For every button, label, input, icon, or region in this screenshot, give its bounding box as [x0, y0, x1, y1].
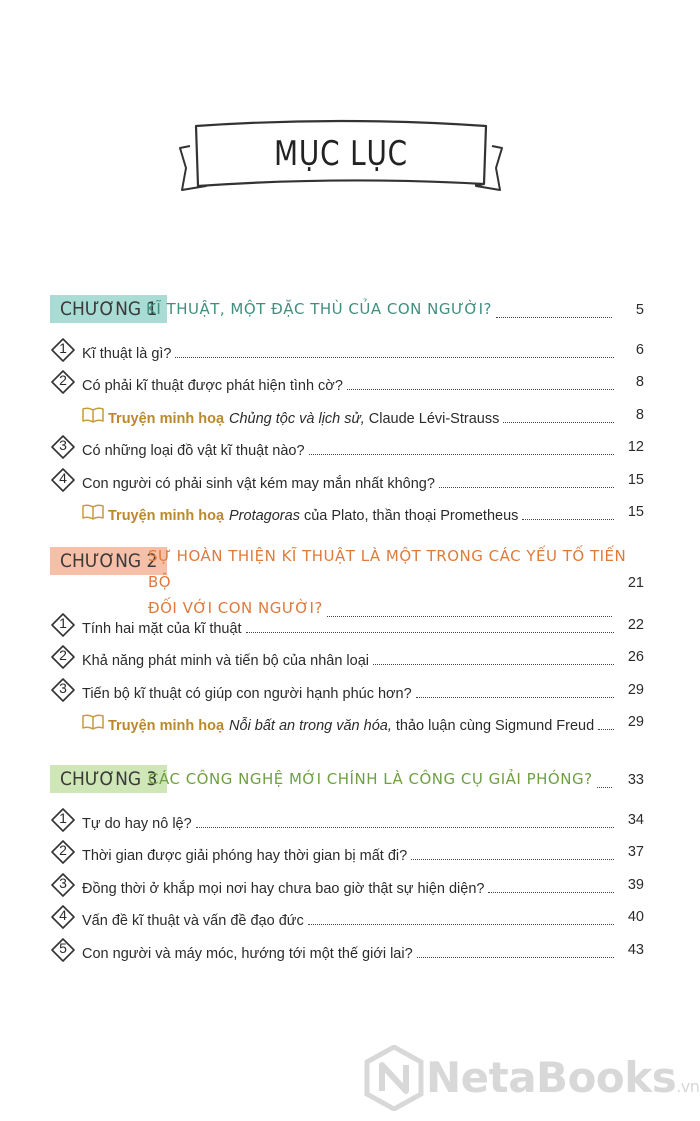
- story-work-title: Protagoras: [229, 508, 300, 524]
- toc-entry[interactable]: [50, 842, 644, 864]
- diamond-number-icon: [50, 644, 76, 670]
- leader-dots: [196, 827, 614, 828]
- story-entry[interactable]: [50, 405, 644, 427]
- entry-page-number: 39: [627, 876, 644, 893]
- entry-number: 4: [59, 907, 67, 924]
- toc-entry[interactable]: [50, 340, 644, 362]
- chapter-title-line: [148, 766, 644, 792]
- diamond-number-icon: [50, 872, 76, 898]
- toc-entry[interactable]: [50, 810, 644, 832]
- toc-entry[interactable]: [50, 647, 644, 669]
- chapter-title-text: KĨ THUẬT, MỘT ĐẶC THÙ CỦA CON NGƯỜI?: [146, 300, 492, 318]
- chapter-title-text: ĐỐI VỚI CON NGƯỜI?: [148, 599, 323, 617]
- entry-text: Tính hai mặt của kĩ thuật: [82, 621, 242, 637]
- entry-page-number: 40: [627, 909, 644, 926]
- toc-entry[interactable]: [50, 907, 644, 929]
- entry-number: 4: [59, 469, 67, 486]
- leader-dots: [598, 729, 614, 730]
- chapter-label: CHƯƠNG 1: [50, 295, 167, 323]
- entry-text: Đồng thời ở khắp mọi nơi hay chưa bao giờ thật sự hiện diện?: [82, 880, 485, 897]
- chapter-title-line: SỰ HOÀN THIỆN KĨ THUẬT LÀ MỘT TRONG CÁC YẾU TỐ TIẾN BỘ: [148, 547, 627, 591]
- entry-text: [108, 718, 594, 734]
- diamond-number-icon: [50, 904, 76, 930]
- entry-page-number: 34: [627, 812, 644, 828]
- entry-number: 1: [59, 615, 67, 631]
- chapter-page-number: 21: [627, 575, 644, 591]
- entry-page-number: 8: [635, 406, 644, 423]
- leader-dots: [411, 859, 614, 860]
- leader-dots: [439, 487, 614, 488]
- story-source: Claude Lévi-Strauss: [364, 410, 500, 427]
- chapter-title-text: CÁC CÔNG NGHỆ MỚI CHÍNH LÀ CÔNG CỤ GIẢI PHÓNG?: [148, 770, 593, 788]
- netabooks-logo-icon: [364, 1045, 424, 1111]
- entry-page-number: 12: [627, 439, 644, 456]
- page-title: MỤC LỤC: [274, 134, 408, 174]
- chapter-title[interactable]: [146, 296, 644, 322]
- entry-page-number: 6: [635, 342, 644, 358]
- entry-page-number: 26: [627, 649, 644, 666]
- leader-dots: [522, 519, 614, 520]
- story-work-title: Chủng tộc và lịch sử,: [229, 410, 365, 427]
- entry-page-number: 29: [627, 714, 644, 731]
- open-book-icon: [82, 504, 104, 520]
- chapter-title[interactable]: [148, 766, 644, 792]
- entry-number: 2: [59, 647, 67, 664]
- leader-dots: [488, 892, 614, 893]
- leader-dots: [417, 957, 614, 958]
- diamond-number-icon: [50, 839, 76, 865]
- leader-dots: [597, 787, 612, 788]
- diamond-number-icon: [50, 937, 76, 963]
- story-work-title: Nỗi bất an trong văn hóa,: [229, 718, 392, 735]
- toc-entry[interactable]: [50, 940, 644, 962]
- chapter-title-line: [146, 296, 644, 322]
- entry-text: Có phải kĩ thuật được phát hiện tình cờ?: [82, 378, 343, 395]
- open-book-icon: [82, 407, 104, 423]
- entry-number: 2: [59, 842, 67, 859]
- toc-entry[interactable]: [50, 470, 644, 492]
- entry-page-number: 15: [627, 471, 644, 488]
- entry-page-number: 37: [627, 844, 644, 861]
- toc-entry[interactable]: [50, 875, 644, 897]
- leader-dots: [175, 357, 614, 358]
- leader-dots: [416, 697, 614, 698]
- diamond-number-icon: [50, 807, 76, 833]
- leader-dots: [496, 317, 612, 318]
- toc-entry[interactable]: [50, 437, 644, 459]
- watermark: [364, 1045, 700, 1111]
- story-label: Truyện minh hoạ: [108, 718, 225, 735]
- entry-page-number: 29: [627, 681, 644, 698]
- entry-text: Khả năng phát minh và tiến bộ của nhân loại: [82, 653, 369, 670]
- story-label: Truyện minh hoạ: [108, 508, 225, 524]
- entry-number: 3: [59, 679, 67, 696]
- entry-text: Vấn đề kĩ thuật và vấn đề đạo đức: [82, 913, 304, 930]
- diamond-number-icon: [50, 677, 76, 703]
- leader-dots: [308, 924, 614, 925]
- entry-text: [108, 411, 499, 427]
- chapter-page-number: 5: [635, 302, 644, 318]
- watermark-text: NetaBooks.vn: [426, 1053, 700, 1102]
- open-book-icon: [82, 714, 104, 730]
- leader-dots: [503, 422, 614, 423]
- entry-text: Tự do hay nô lệ?: [82, 816, 192, 832]
- toc-entry[interactable]: [50, 615, 644, 637]
- diamond-number-icon: [50, 337, 76, 363]
- entry-text: Thời gian được giải phóng hay thời gian bị mất đi?: [82, 848, 408, 865]
- entry-text: Con người có phải sinh vật kém may mắn nhất không?: [82, 475, 435, 492]
- entry-page-number: 22: [627, 617, 644, 633]
- entry-text: Có những loại đồ vật kĩ thuật nào?: [82, 443, 305, 460]
- toc-entry[interactable]: [50, 680, 644, 702]
- diamond-number-icon: [50, 612, 76, 638]
- story-label: Truyện minh hoạ: [108, 410, 225, 427]
- chapter-label: CHƯƠNG 3: [50, 765, 167, 793]
- diamond-number-icon: [50, 369, 76, 395]
- entry-number: 3: [59, 874, 67, 891]
- entry-text: Tiến bộ kĩ thuật có giúp con người hạnh phúc hơn?: [82, 685, 412, 702]
- entry-page-number: 43: [627, 941, 644, 958]
- diamond-number-icon: [50, 434, 76, 460]
- entry-text: Con người và máy móc, hướng tới một thế giới lai?: [82, 945, 413, 962]
- leader-dots: [309, 454, 614, 455]
- entry-number: 5: [59, 939, 67, 956]
- entry-page-number: 8: [635, 374, 644, 391]
- story-entry[interactable]: [50, 502, 644, 524]
- title-banner: [176, 118, 506, 208]
- story-source: của Plato, thần thoại Prometheus: [299, 508, 519, 524]
- diamond-number-icon: [50, 467, 76, 493]
- entry-number: 3: [59, 437, 67, 454]
- entry-page-number: 15: [627, 504, 644, 520]
- toc-entry[interactable]: [50, 372, 644, 394]
- leader-dots: [246, 632, 614, 633]
- story-entry[interactable]: [50, 712, 644, 734]
- entry-text: Kĩ thuật là gì?: [82, 346, 172, 362]
- chapter-label: CHƯƠNG 2: [50, 547, 167, 575]
- leader-dots: [347, 389, 614, 390]
- leader-dots: [373, 664, 614, 665]
- entry-number: 1: [59, 340, 67, 356]
- entry-number: 1: [59, 810, 67, 826]
- entry-text: [108, 508, 518, 524]
- entry-number: 2: [59, 372, 67, 389]
- story-source: thảo luận cùng Sigmund Freud: [391, 718, 595, 735]
- chapter-page-number: 33: [627, 772, 644, 788]
- chapter-title[interactable]: [148, 543, 644, 621]
